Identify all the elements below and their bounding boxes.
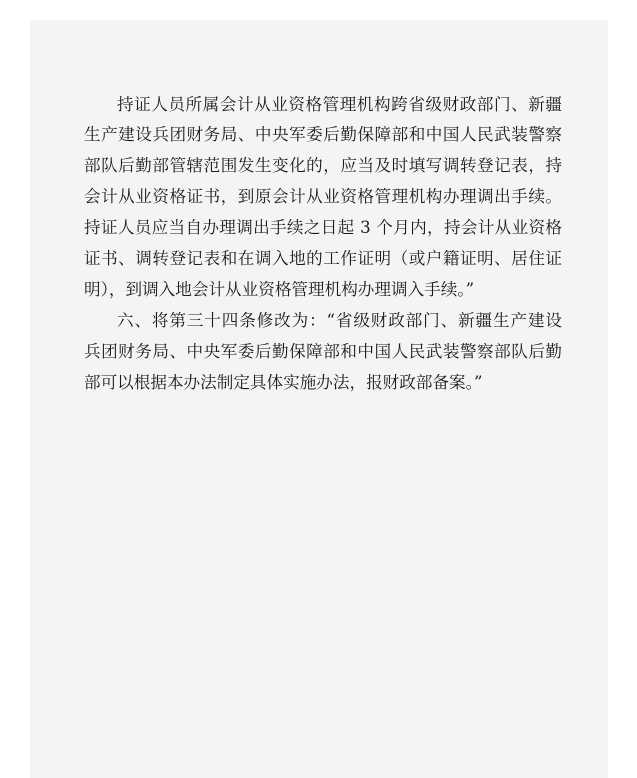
paragraph-1-line-4: 会计从业资格证书，到原会计从业资格管理机构办理调出手续。 (84, 187, 562, 206)
paragraph-2-line-3: 部可以根据本办法制定具体实施办法，报财政部备案。” (84, 373, 483, 392)
paragraph-2-line-2: 兵团财务局、中央军委后勤保障部和中国人民武装警察部队后勤 (84, 342, 562, 361)
paragraph-1-line-5: 持证人员应当自办理调出手续之日起 3 个月内，持会计从业资格 (84, 218, 562, 237)
paragraph-1-line-3: 部队后勤部管辖范围发生变化的，应当及时填写调转登记表，持 (84, 156, 562, 175)
paragraph-2-line-1: 六、将第三十四条修改为：“省级财政部门、新疆生产建设 (117, 311, 562, 330)
paragraph-1-line-7: 明），到调入地会计从业资格管理机构办理调入手续。” (84, 280, 475, 299)
paragraph-1-line-1: 持证人员所属会计从业资格管理机构跨省级财政部门、新疆 (117, 95, 562, 114)
paragraph-1-line-6: 证书、调转登记表和在调入地的工作证明（或户籍证明、居住证 (84, 249, 562, 268)
paragraph-1-line-2: 生产建设兵团财务局、中央军委后勤保障部和中国人民武装警察 (84, 125, 562, 144)
